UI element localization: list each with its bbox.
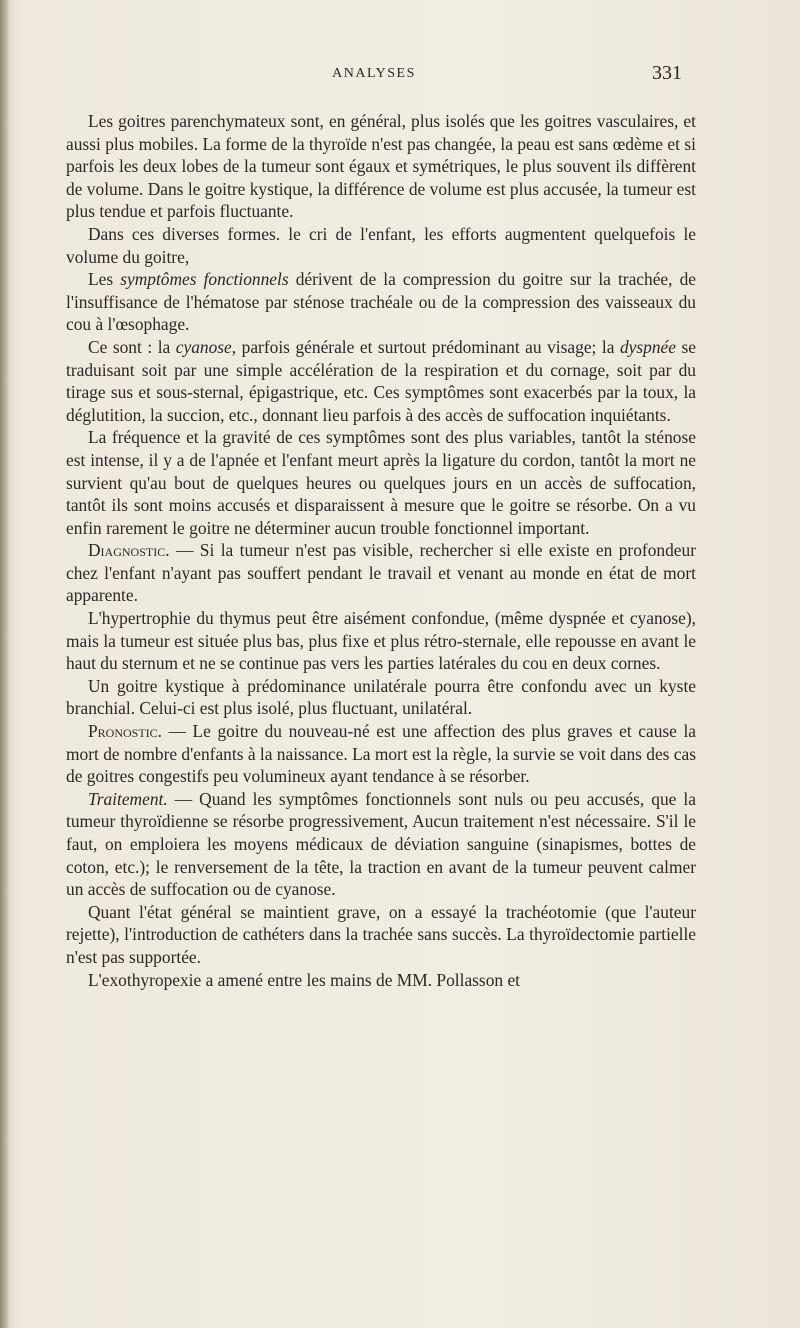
- text-run: dérivent de la compression du goitre sur la trachée, de l'insuffisance de l'hématose par sténose trachéale ou de la compression des vaisseaux du cou à l'œsophage.: [66, 269, 696, 335]
- text-run: Ce sont : la: [88, 336, 176, 357]
- italic-term-dyspnee: dyspnée: [619, 336, 676, 357]
- paragraph-diverses-formes: Dans ces diverses formes. le cri de l'enfant, les efforts augmentent quelquefois le volume du goitre,: [66, 223, 696, 267]
- page-header: [66, 62, 682, 88]
- italic-term-cyanose: cyanose: [175, 336, 232, 357]
- paragraph-etat-general: Quant l'état général se maintient grave, on a essayé la trachéotomie (que l'auteur rejette), l'introduction de cathéters dans la trachée sans succès. La thyroïdectomie partielle n'est pas supportée.: [66, 901, 696, 967]
- running-title: ANALYSES: [332, 66, 416, 81]
- italic-term-symptomes: symptômes fonctionnels: [120, 269, 289, 290]
- section-heading-pronostic: Pronostic.: [88, 721, 163, 742]
- text-run: — Quand les symptômes fonctionnels sont nuls ou peu accusés, que la tumeur thyroïdienne se résorbe progressivement, Aucun traitement n'est nécessaire. S'il le faut, on emploiera les moyens médicaux de déviation sanguine (sinapismes, bottes de coton, etc.); le renversement de la tête, la traction en avant de la tumeur peuvent calmer un accès de suffocation ou de cyanose.: [66, 788, 696, 900]
- paragraph-traitement: [66, 788, 696, 901]
- paragraph-frequence-gravite: La fréquence et la gravité de ces symptômes sont des plus variables, tantôt la sténose est intense, il y a de l'apnée et l'enfant meurt après la ligature du cordon, tantôt la mort ne survient qu'au bout de quelques heures ou quelques jours en un accès de suffocation, tantôt ils sont moins accusés et disparaissent à mesure que le goitre se résorbe. On a vu enfin rarement le goitre ne déterminer aucun trouble fonctionnel important.: [66, 427, 696, 538]
- text-run: Les: [88, 269, 121, 290]
- page-number: 331: [652, 62, 682, 84]
- text-run: , parfois générale et surtout prédominant au visage; la: [231, 336, 620, 357]
- paragraph-symptomes-fonctionnels: [66, 268, 696, 336]
- text-run: se traduisant soit par une simple accélération de la respiration et du cornage, soit par du tirage sus et sous-sternal, épigastrique, etc. Ces symptômes sont exacerbés par la toux, la déglutition, la succion, etc., donnant lieu parfois à des accès de suffocation inquiétants.: [66, 336, 696, 425]
- paragraph-goitres-parenchymateux: Les goitres parenchymateux sont, en général, plus isolés que les goitres vasculaires, et aussi plus mobiles. La forme de la thyroïde n'est pas changée, la peau est sans œdème et si parfois les deux lobes de la tumeur sont égaux et symétriques, le plus souvent ils diffèrent de volume. Dans le goitre kystique, la différence de volume est plus accusée, la tumeur est plus tendue et parfois fluctuante.: [66, 111, 696, 222]
- paragraph-exothyropexie: L'exothyropexie a amené entre les mains de MM. Pollasson et: [88, 969, 520, 990]
- page-spine-shadow: [0, 0, 10, 1328]
- section-heading-traitement: Traitement.: [88, 788, 168, 809]
- text-run: — Le goitre du nouveau-né est une affection des plus graves et cause la mort de nombre d'enfants à la naissance. La mort est la règle, la survie se voit dans des cas de goitres congestifs peu volumineux ayant tendance à se résorber.: [66, 721, 696, 787]
- paragraph-cyanose-dyspnee: [66, 336, 696, 426]
- text-run: — Si la tumeur n'est pas visible, rechercher si elle existe en profondeur chez l'enfant n'ayant pas souffert pendant le travail et venant au monde en état de mort apparente.: [66, 540, 696, 606]
- paragraph-pronostic: [66, 720, 696, 788]
- paragraph-goitre-kystique: Un goitre kystique à prédominance unilatérale pourra être confondu avec un kyste branchial. Celui-ci est plus isolé, plus fluctuant, unilatéral.: [66, 675, 696, 719]
- section-heading-diagnostic: Diagnostic.: [88, 540, 170, 561]
- paragraph-hypertrophie-thymus: L'hypertrophie du thymus peut être aisément confondue, (même dyspnée et cyanose), mais la tumeur est située plus bas, plus fixe et plus rétro-sternale, elle repousse en avant le haut du sternum et ne se continue pas vers les parties latérales du cou en deux cornes.: [66, 608, 696, 674]
- paragraph-diagnostic: [66, 539, 696, 607]
- body-text: [66, 110, 696, 991]
